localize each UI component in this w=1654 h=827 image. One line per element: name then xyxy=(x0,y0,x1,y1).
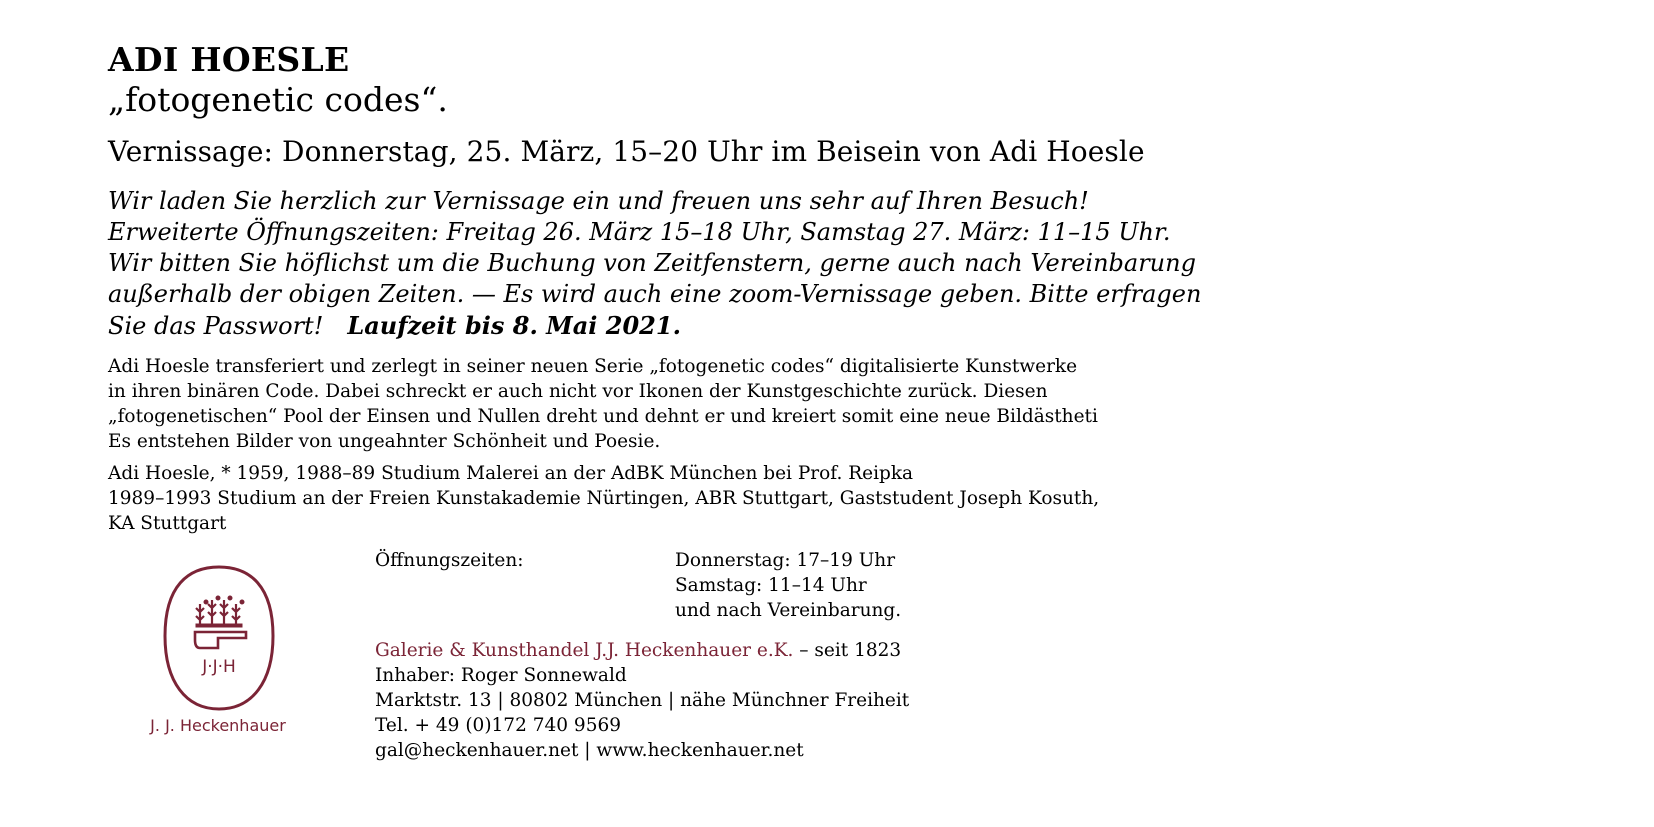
vernissage-info: Vernissage: Donnerstag, 25. März, 15–20 Uhr im Beisein von Adi Hoesle xyxy=(108,135,1145,168)
logo-monogram: J·J·H xyxy=(202,657,236,677)
gallery-name: Galerie & Kunsthandel J.J. Heckenhauer e.K. xyxy=(375,640,794,661)
invitation-line-last xyxy=(108,310,1208,342)
invitation-line: Erweiterte Öffnungszeiten: Freitag 26. März 15–18 Uhr, Samstag 27. März: 11–15 Uhr. xyxy=(108,218,1171,246)
invitation-text xyxy=(108,186,1208,342)
gallery-name-line xyxy=(375,638,909,663)
description-line: „fotogenetischen“ Pool der Einsen und Nullen dreht und dehnt er und kreiert somit eine neue Bildästheti xyxy=(108,406,1098,427)
gallery-logo xyxy=(150,564,286,736)
bio-line: KA Stuttgart xyxy=(108,513,227,534)
invitation-line: außerhalb der obigen Zeiten. — Es wird auch eine zoom-Vernissage geben. Bitte erfragen xyxy=(108,280,1202,308)
password-note: Sie das Passwort! xyxy=(108,312,324,340)
hours-line: und nach Vereinbarung. xyxy=(675,600,902,621)
phone-line: Tel. + 49 (0)172 740 9569 xyxy=(375,715,622,736)
artist-name: ADI HOESLE xyxy=(108,40,350,79)
gallery-footer xyxy=(108,548,1108,788)
description-line: Adi Hoesle transferiert und zerlegt in seiner neuen Serie „fotogenetic codes“ digitalisierte Kunstwerke xyxy=(108,356,1078,377)
hours-list xyxy=(675,548,901,623)
description-line: in ihren binären Code. Dabei schreckt er auch nicht vor Ikonen der Kunstgeschichte zurück. Diesen xyxy=(108,381,1048,402)
series-description xyxy=(108,354,1208,454)
description-line: Es entstehen Bilder von ungeahnter Schönheit und Poesie. xyxy=(108,431,661,452)
heckenhauer-emblem-icon xyxy=(160,564,278,714)
owner-line: Inhaber: Roger Sonnewald xyxy=(375,665,627,686)
hours-line: Donnerstag: 17–19 Uhr xyxy=(675,550,896,571)
series-title: „fotogenetic codes“. xyxy=(108,80,448,119)
gallery-contact xyxy=(375,638,909,763)
hours-label: Öffnungszeiten: xyxy=(375,550,524,571)
hours-line: Samstag: 11–14 Uhr xyxy=(675,575,867,596)
invitation-line: Wir bitten Sie höflichst um die Buchung von Zeitfenstern, gerne auch nach Vereinbarung xyxy=(108,249,1196,277)
bio-line: 1989–1993 Studium an der Freien Kunstakademie Nürtingen, ABR Stuttgart, Gaststudent Joseph Kosuth, xyxy=(108,488,1100,509)
logo-name: J. J. Heckenhauer xyxy=(150,716,286,735)
artist-bio xyxy=(108,461,1208,536)
bio-line: Adi Hoesle, * 1959, 1988–89 Studium Malerei an der AdBK München bei Prof. Reipka xyxy=(108,463,914,484)
invitation-card xyxy=(108,40,1208,536)
runtime-note: Laufzeit bis 8. Mai 2021. xyxy=(347,311,681,340)
gallery-since: – seit 1823 xyxy=(793,640,902,661)
address-line: Marktstr. 13 | 80802 München | nähe Münchner Freiheit xyxy=(375,690,910,711)
web-line: gal@heckenhauer.net | www.heckenhauer.net xyxy=(375,740,804,761)
invitation-line: Wir laden Sie herzlich zur Vernissage ein und freuen uns sehr auf Ihren Besuch! xyxy=(108,187,1089,215)
